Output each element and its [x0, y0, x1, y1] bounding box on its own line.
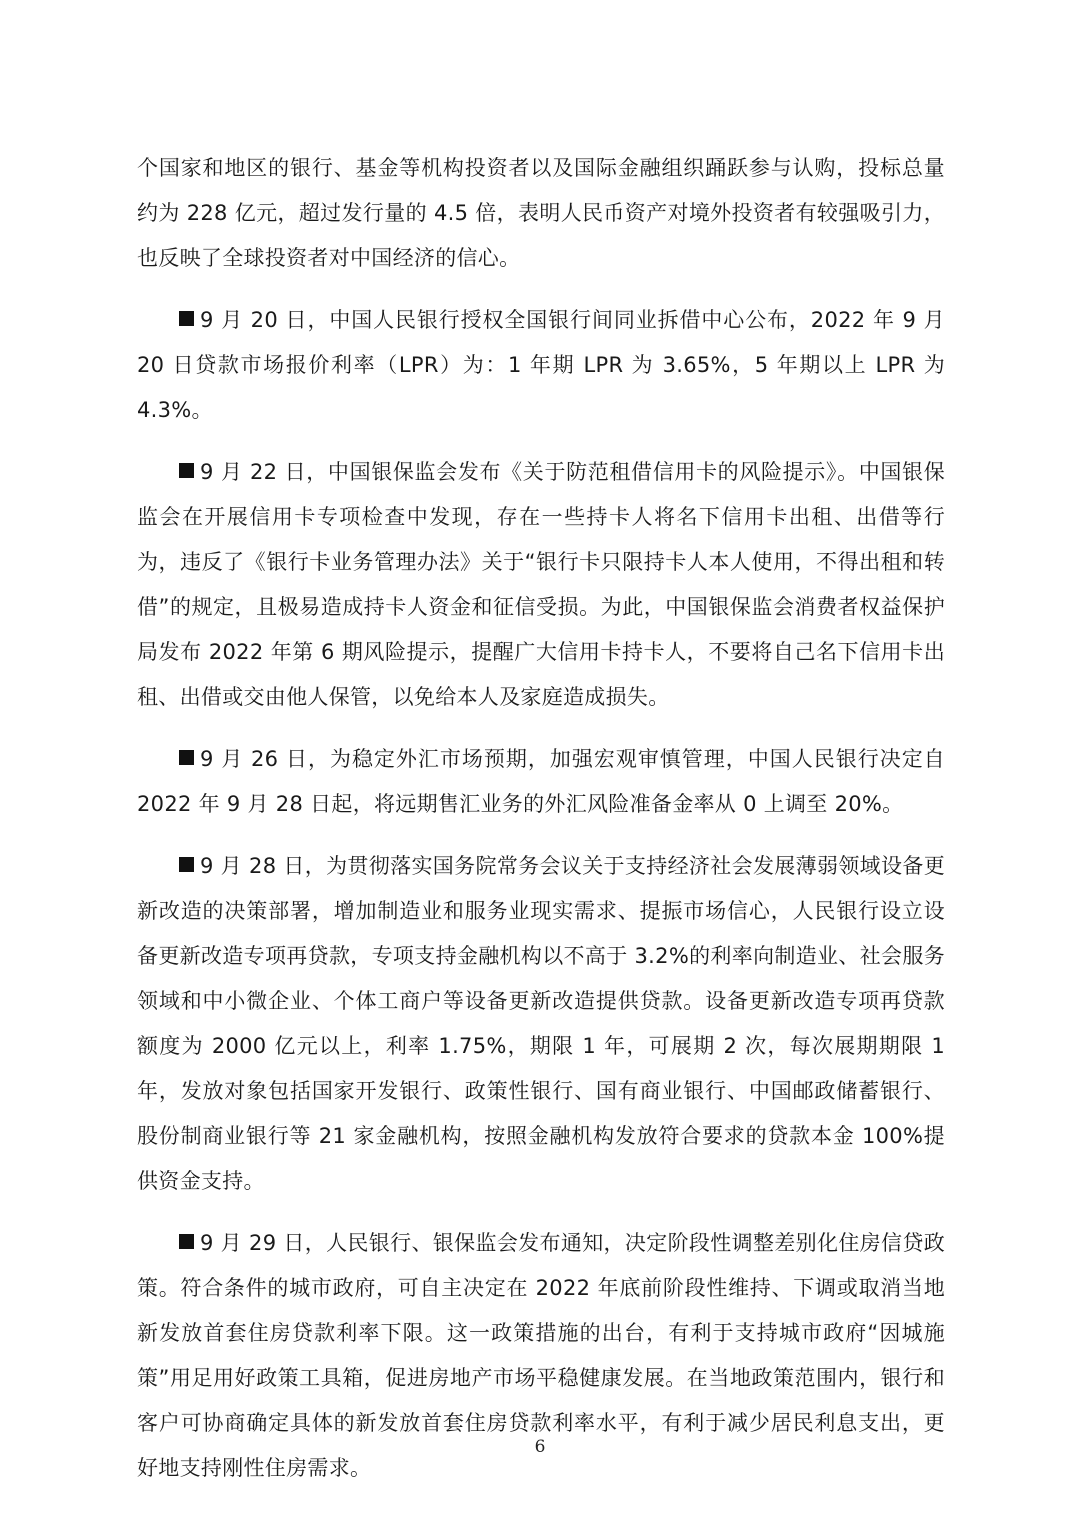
paragraph-text: 9 月 26 日，为稳定外汇市场预期，加强宏观审慎管理，中国人民银行决定自 2022 年 9 月 28 日起，将远期售汇业务的外汇风险准备金率从 0 上调至 20%。 [137, 747, 945, 816]
paragraph-text: 9 月 22 日，中国银保监会发布《关于防范租借信用卡的风险提示》。中国银保监会在开展信用卡专项检查中发现，存在一些持卡人将名下信用卡出租、出借等行为，违反了《银行卡业务管理办法》关于“银行卡只限持卡人本人使用，不得出租和转借”的规定，且极易造成持卡人资金和征信受损。为此，中国银保监会消费者权益保护局发布 2022 年第 6 期风险提示，提醒广大信用卡持卡人，不要将自己名下信用卡出租、出借或交由他人保管，以免给本人及家庭造成损失。 [137, 460, 945, 709]
paragraph-lpr-announcement [137, 298, 945, 433]
black-square-bullet-icon [179, 857, 194, 872]
paragraph-credit-card-risk [137, 450, 945, 720]
document-body [137, 146, 945, 1508]
page-number: 6 [534, 1437, 546, 1457]
paragraph-text: 9 月 28 日，为贯彻落实国务院常务会议关于支持经济社会发展薄弱领域设备更新改造的决策部署，增加制造业和服务业现实需求、提振市场信心，人民银行设立设备更新改造专项再贷款，专项支持金融机构以不高于 3.2%的利率向制造业、社会服务领域和中小微企业、个体工商户等设备更新改造提供贷款。设备更新改造专项再贷款额度为 2000 亿元以上，利率 1.75%，期限 1 年，可展期 2 次，每次展期期限 1 年，发放对象包括国家开发银行、政策性银行、国有商业银行、中国邮政储蓄银行、股份制商业银行等 21 家金融机构，按照金融机构发放符合要求的贷款本金 100%提供资金支持。 [137, 854, 945, 1193]
black-square-bullet-icon [179, 311, 194, 326]
paragraph-equipment-relending [137, 844, 945, 1204]
paragraph-text: 9 月 29 日，人民银行、银保监会发布通知，决定阶段性调整差别化住房信贷政策。符合条件的城市政府，可自主决定在 2022 年底前阶段性维持、下调或取消当地新发放首套住房贷款利率下限。这一政策措施的出台，有利于支持城市政府“因城施策”用足用好政策工具箱，促进房地产市场平稳健康发展。在当地政策范围内，银行和客户可协商确定具体的新发放首套住房贷款利率水平，有利于减少居民利息支出，更好地支持刚性住房需求。 [137, 1231, 945, 1480]
black-square-bullet-icon [179, 1234, 194, 1249]
paragraph-text: 个国家和地区的银行、基金等机构投资者以及国际金融组织踊跃参与认购，投标总量约为 228 亿元，超过发行量的 4.5 倍，表明人民币资产对境外投资者有较强吸引力，也反映了全球投资者对中国经济的信心。 [137, 156, 945, 270]
black-square-bullet-icon [179, 463, 194, 478]
black-square-bullet-icon [179, 750, 194, 765]
paragraph-text: 9 月 20 日，中国人民银行授权全国银行间同业拆借中心公布，2022 年 9 月 20 日贷款市场报价利率（LPR）为：1 年期 LPR 为 3.65%，5 年期以上 LPR 为 4.3%。 [137, 308, 945, 422]
paragraph-fx-reserve [137, 737, 945, 827]
paragraph-continuation [137, 146, 945, 281]
